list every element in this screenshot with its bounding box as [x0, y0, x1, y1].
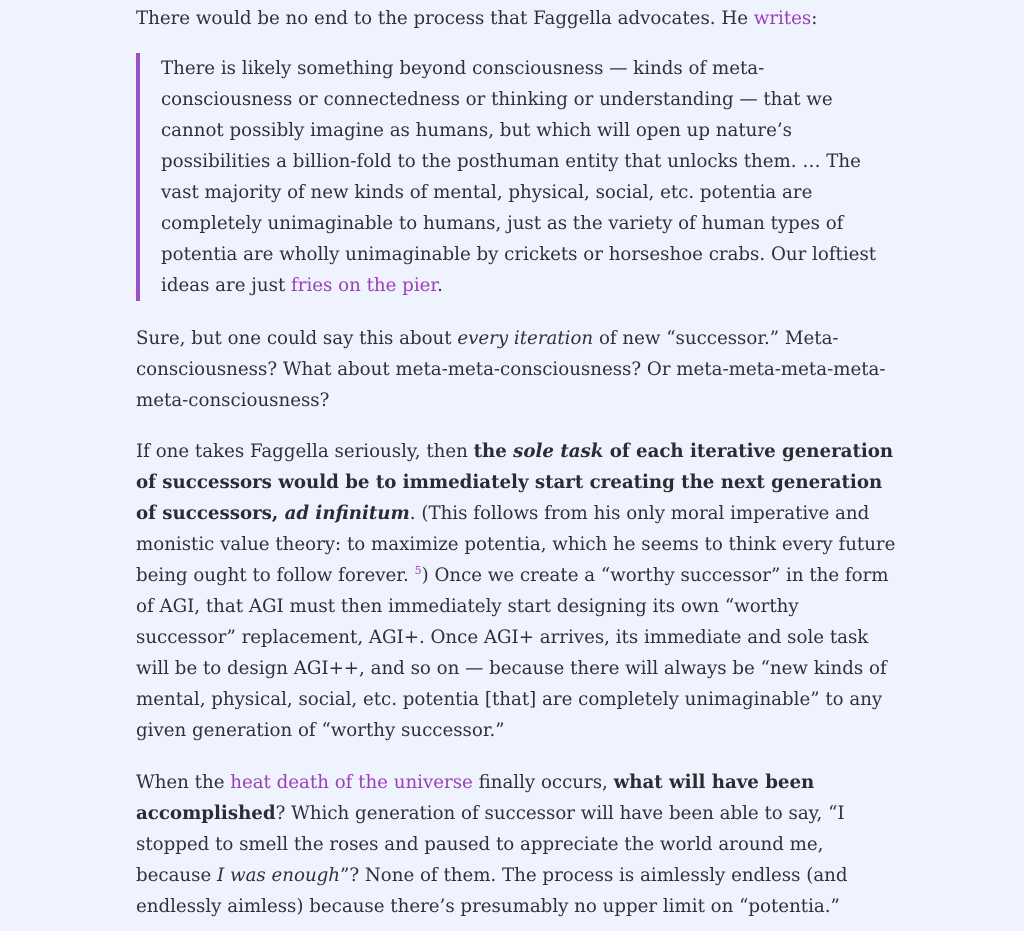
paragraph-text: When the [136, 772, 231, 793]
paragraph-text: ) Once we create a “worthy successor” in the form of AGI, that AGI must then immediately start designing its own “worthy successor” replacement, AGI+. Once AGI+ arrives, its immediate and sole task will be to design AGI++, and so on — because there will always be “new kinds of mental, physical, social, etc. potentia [that] are completely unimaginable” to any given generation of “worthy successor.” [136, 565, 889, 741]
heat-death-paragraph [136, 767, 886, 922]
paragraph-text: ? Which generation of successor will have been able to say, “I stopped to smell the roses and paused to appreciate the world around me, because [136, 803, 845, 886]
paragraph-text: of new “successor.” Meta-consciousness? What about meta-meta-consciousness? Or meta-meta-meta-meta-meta-consciousness? [136, 328, 886, 411]
writes-link[interactable]: writes [753, 8, 812, 29]
intro-paragraph [136, 3, 896, 34]
footnote-marker [415, 564, 422, 577]
successor-iteration-paragraph [136, 323, 886, 416]
blockquote-text: There is likely something beyond consciousness — kinds of meta-consciousness or connectedness or thinking or understanding — that we cannot possibly imagine as humans, but which will open up nature’s possibilities a billion-fold to the posthuman entity that unlocks them. … The vast majority of new kinds of mental, physical, social, etc. potentia are completely unimaginable to humans, just as the variety of human types of potentia are wholly unimaginable by crickets or horseshoe crabs. Our loftiest ideas are just [161, 58, 877, 296]
bold-text-part: the [473, 441, 514, 462]
bold-emphasis-text: ad infinitum [284, 503, 410, 524]
emphasis-text: every iteration [457, 328, 594, 349]
footnote-link[interactable]: 5 [414, 564, 422, 577]
blockquote-paragraph [161, 53, 886, 301]
fries-on-the-pier-link[interactable]: fries on the pier [291, 275, 438, 296]
paragraph-text: finally occurs, [472, 772, 614, 793]
paragraph-text: . (This follows from his only moral imperative and monistic value theory: to maximize potentia, which he seems to think every future being ought to follow forever. [136, 503, 896, 586]
paragraph-text: If one takes Faggella seriously, then [136, 441, 474, 462]
blockquote-text-end: . [437, 275, 443, 296]
emphasis-text: I was enough [217, 865, 341, 886]
sole-task-paragraph [136, 436, 896, 746]
intro-text: There would be no end to the process that Faggella advocates. He [136, 8, 754, 29]
bold-text-part: of each iterative generation of successors would be to immediately start creating the next generation of successors, [136, 441, 894, 524]
paragraph-text: Sure, but one could say this about [136, 328, 458, 349]
heat-death-link[interactable]: heat death of the universe [230, 772, 473, 793]
blockquote [136, 53, 886, 301]
paragraph-text: ”? None of them. The process is aimlessly endless (and endlessly aimless) because there’s presumably no upper limit on “potentia.” [136, 865, 848, 917]
bold-text: what will have been accomplished [136, 772, 815, 824]
bold-emphasis-text: sole task [513, 441, 604, 462]
intro-text-end: : [811, 8, 818, 29]
